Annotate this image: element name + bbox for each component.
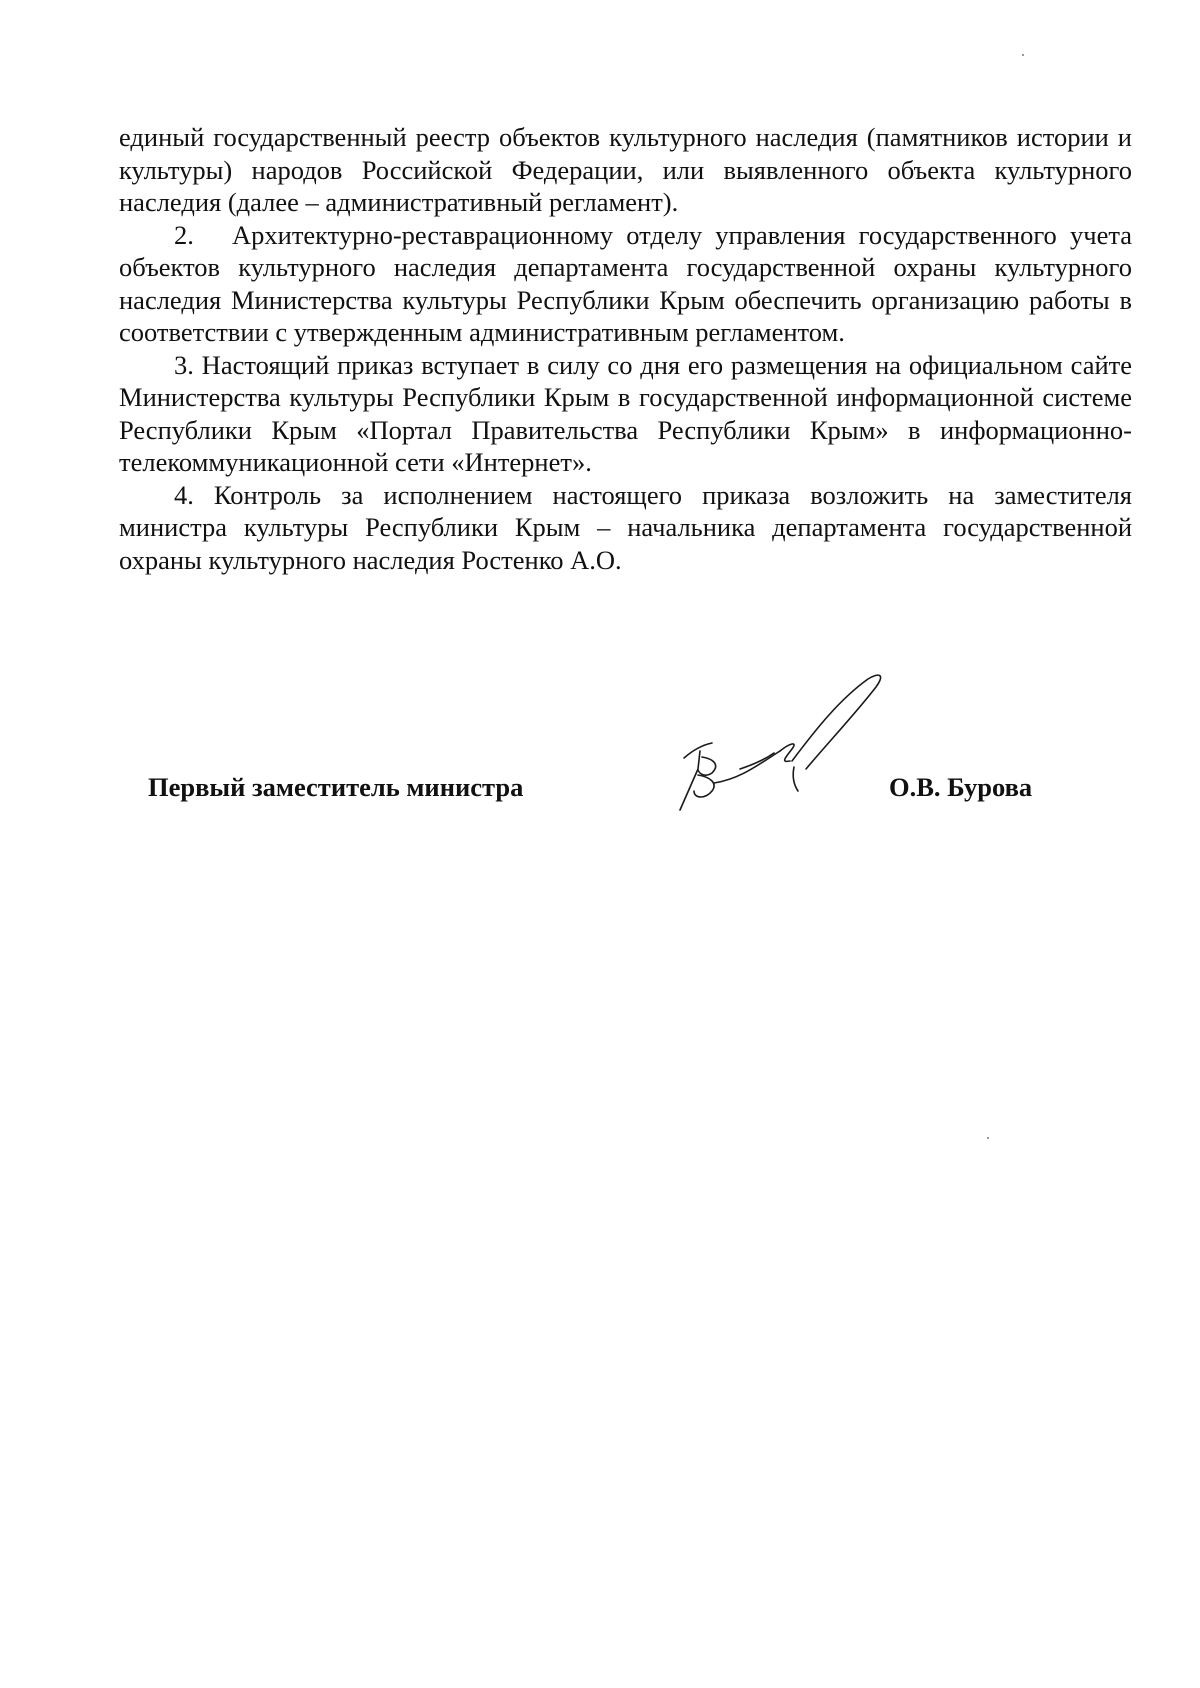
handwritten-signature [640, 665, 920, 825]
paragraph-continuation: единый государственный реестр объектов культурного наследия (памятников истории и культуры) народов Российской Федерации, или выявленного объекта культурного наследия (далее – административный регламент). [119, 122, 1132, 217]
paragraph-item-3: 3. Настоящий приказ вступает в силу со дня его размещения на официальном сайте Министерства культуры Республики Крым в государственной информационной системе Республики Крым «Портал Правительства Республики Крым» в информационно-телекоммуникационной сети «Интернет». [119, 349, 1132, 477]
scan-speck [987, 1137, 989, 1139]
paragraph-item-4: 4. Контроль за исполнением настоящего приказа возложить на заместителя министра культуры Республики Крым – начальника департамента государственной охраны культурного наследия Ростенко А.О. [119, 479, 1132, 575]
signatory-name: О.В. Бурова [889, 772, 1033, 802]
paragraph-item-2-text: Архитектурно-реставрационному отделу управления государственного учета объектов культурного наследия департамента государственной охраны культурного наследия Министерства культуры Республики Крым обеспечить организацию работы в соответствии с утвержденным административным регламентом. [119, 219, 1132, 347]
paragraph-item-2-number: 2. [174, 219, 194, 250]
signatory-position: Первый заместитель министра [148, 772, 524, 802]
scan-speck [1022, 54, 1024, 56]
